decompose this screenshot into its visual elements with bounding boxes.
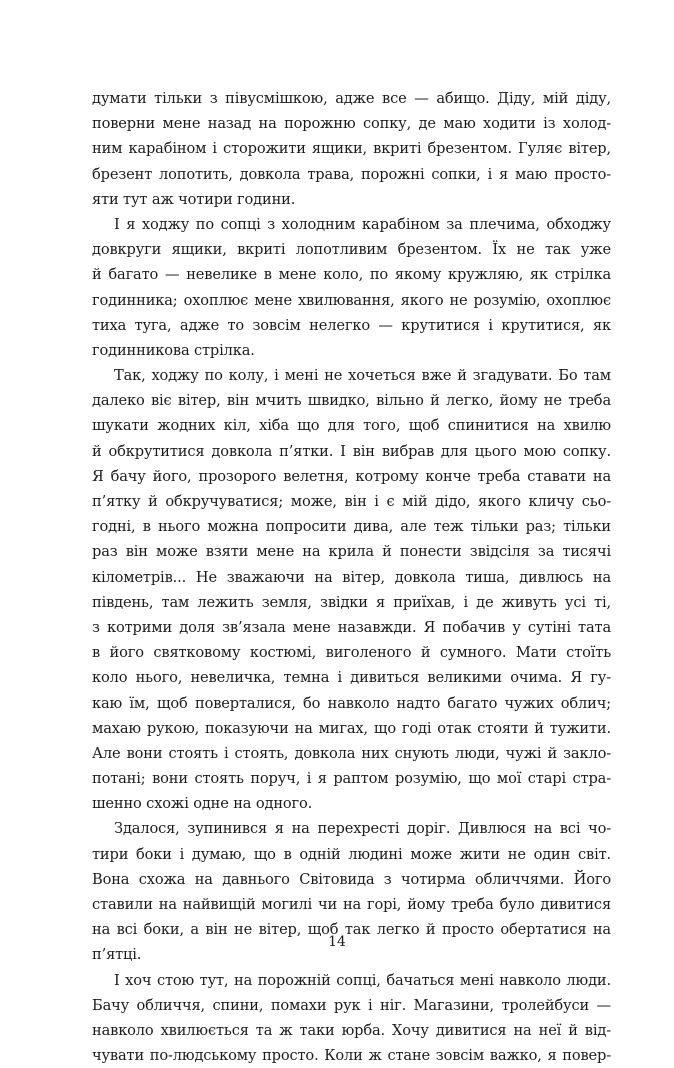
text-line: годні, в нього можна попросити дива, але теж тільки раз; тільки: [92, 518, 611, 536]
text-line: тиха туга, адже то зовсім нелегко — крутитися і крутитися, як: [92, 316, 611, 334]
text-line: Бачу обличчя, спини, помахи рук і ніг. Магазини, тролейбуси —: [92, 996, 611, 1014]
paragraph: [92, 86, 611, 212]
text-line: І хоч стою тут, на порожній сопці, бачаться мені навколо люди.: [114, 971, 611, 989]
text-line: далеко віє вітер, він мчить швидко, вільно й легко, йому не треба: [92, 392, 611, 410]
text-line: Здалося, зупинився я на перехресті доріг. Дивлюся на всі чо-: [114, 820, 611, 838]
text-line: годинникова стрілка.: [92, 341, 255, 359]
text-line: шенно схожі одне на одного.: [92, 795, 313, 813]
text-line: тири боки і думаю, що в одній людині може жити не один світ.: [92, 845, 611, 863]
text-line: довкруги ящики, вкриті лопотливим брезентом. Їх не так уже: [92, 241, 611, 259]
text-line: каю їм, щоб поверталися, бо навколо надто багато чужих облич;: [92, 694, 611, 712]
text-line: ставили на найвищій могилі чи на горі, йому треба було дивитися: [92, 896, 611, 913]
paragraph: [92, 968, 611, 1068]
text-line: кілометрів... Не зважаючи на вітер, довкола тиша, дивлюсь на: [92, 568, 611, 586]
body-text: [92, 86, 611, 1068]
paragraph: [92, 363, 611, 816]
text-line: поверни мене назад на порожню сопку, де маю ходити із холод-: [92, 115, 611, 133]
text-line: Вона схожа на давнього Світовида з чотирма обличчями. Його: [92, 870, 611, 888]
text-line: яти тут аж чотири години.: [92, 190, 296, 208]
text-line: шукати жодних кіл, хіба що для того, щоб спинитися на хвилю: [92, 417, 611, 435]
text-line: думати тільки з півусмішкою, адже все — абищо. Діду, мій діду,: [92, 90, 611, 107]
text-line: брезент лопотить, довкола трава, порожні сопки, і я маю просто-: [92, 165, 611, 183]
text-line: потані; вони стоять поруч, і я раптом розумію, що мої старі стра-: [92, 770, 611, 788]
text-line: чувати по-людському просто. Коли ж стане зовсім важко, я повер-: [92, 1047, 611, 1065]
text-line: ним карабіном і сторожити ящики, вкриті брезентом. Гуляє вітер,: [92, 140, 611, 158]
text-line: південь, там лежить земля, звідки я приїхав, і де живуть усі ті,: [92, 593, 611, 611]
text-line: махаю рукою, показуючи на мигах, що годі отак стояти й тужити.: [92, 719, 611, 737]
text-line: коло нього, невеличка, темна і дивиться великими очима. Я гу-: [92, 669, 611, 687]
text-line: п’ятку й обкручуватися; може, він і є мій дідо, якого кличу сьо-: [92, 493, 611, 510]
text-line: Я бачу його, прозорого велетня, котрому конче треба ставати на: [92, 467, 611, 485]
text-line: Але вони стоять і стоять, довкола них снують люди, чужі й закло-: [92, 744, 611, 762]
text-line: з котрими доля зв’язала мене назавжди. Я побачив у сутіні тата: [92, 618, 611, 636]
page-number: 14: [328, 934, 346, 950]
text-line: й обкрутитися довкола п’ятки. І він вибрав для цього мою сопку.: [92, 442, 611, 460]
text-line: й багато — невелике в мене коло, по якому кружляю, як стрілка: [92, 266, 611, 284]
text-line: п’ятці.: [92, 946, 142, 964]
text-line: І я ходжу по сопці з холодним карабіном за плечима, обходжу: [114, 215, 611, 233]
text-line: годинника; охоплює мене хвилювання, якого не розумію, охоплює: [92, 291, 611, 309]
text-line: Так, ходжу по колу, і мені не хочеться вже й згадувати. Бо там: [114, 367, 611, 385]
paragraph: [92, 212, 611, 363]
text-line: раз він може взяти мене на крила й понести звідсіля за тисячі: [92, 543, 611, 561]
text-line: в його святковому костюмі, виголеного й сумного. Мати стоїть: [92, 644, 611, 662]
text-line: навколо хвилюється та ж таки юрба. Хочу дивитися на неї й від-: [92, 1021, 611, 1039]
text-line: на всі боки, а він не вітер, щоб так легко й просто обертатися на: [92, 921, 611, 939]
